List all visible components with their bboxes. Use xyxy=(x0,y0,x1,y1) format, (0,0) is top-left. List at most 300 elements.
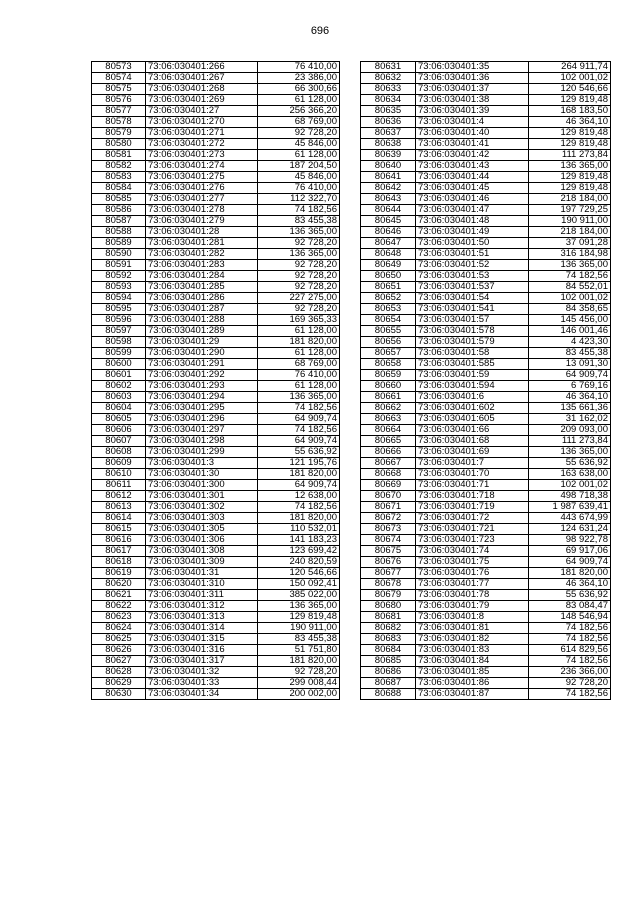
row-number-cell: 80686 xyxy=(361,667,416,678)
row-number-cell: 80658 xyxy=(361,359,416,370)
value-cell: 110 532,01 xyxy=(258,524,340,535)
cadastral-number-cell: 73:06:030401:290 xyxy=(146,348,258,359)
row-number-cell: 80688 xyxy=(361,689,416,700)
cadastral-number-cell: 73:06:030401:268 xyxy=(146,84,258,95)
table-row xyxy=(92,183,340,194)
row-number-cell: 80682 xyxy=(361,623,416,634)
table-row xyxy=(361,205,611,216)
value-cell: 240 820,59 xyxy=(258,557,340,568)
cadastral-number-cell: 73:06:030401:58 xyxy=(416,348,529,359)
table-row xyxy=(361,161,611,172)
value-cell: 145 456,00 xyxy=(529,315,611,326)
table-row xyxy=(361,623,611,634)
row-number-cell: 80653 xyxy=(361,304,416,315)
table-row xyxy=(92,216,340,227)
table-row xyxy=(92,205,340,216)
row-number-cell: 80664 xyxy=(361,425,416,436)
value-cell: 37 091,28 xyxy=(529,238,611,249)
row-number-cell: 80638 xyxy=(361,139,416,150)
row-number-cell: 80631 xyxy=(361,62,416,73)
row-number-cell: 80607 xyxy=(92,436,146,447)
table-row xyxy=(361,73,611,84)
value-cell: 124 631,24 xyxy=(529,524,611,535)
table-row xyxy=(92,150,340,161)
cadastral-number-cell: 73:06:030401:272 xyxy=(146,139,258,150)
cadastral-number-cell: 73:06:030401:33 xyxy=(146,678,258,689)
cadastral-number-cell: 73:06:030401:41 xyxy=(416,139,529,150)
cadastral-number-cell: 73:06:030401:279 xyxy=(146,216,258,227)
table-row xyxy=(361,381,611,392)
row-number-cell: 80592 xyxy=(92,271,146,282)
value-cell: 197 729,25 xyxy=(529,205,611,216)
table-row xyxy=(92,172,340,183)
cadastral-number-cell: 73:06:030401:537 xyxy=(416,282,529,293)
value-cell: 84 552,01 xyxy=(529,282,611,293)
value-cell: 83 455,38 xyxy=(258,634,340,645)
value-cell: 123 699,42 xyxy=(258,546,340,557)
table-row xyxy=(361,293,611,304)
row-number-cell: 80581 xyxy=(92,150,146,161)
cadastral-number-cell: 73:06:030401:79 xyxy=(416,601,529,612)
value-cell: 121 195,76 xyxy=(258,458,340,469)
table-row xyxy=(361,84,611,95)
table-row xyxy=(361,557,611,568)
table-row xyxy=(92,117,340,128)
table-row xyxy=(361,480,611,491)
table-row xyxy=(361,535,611,546)
value-cell: 45 846,00 xyxy=(258,172,340,183)
row-number-cell: 80621 xyxy=(92,590,146,601)
value-cell: 111 273,84 xyxy=(529,150,611,161)
row-number-cell: 80615 xyxy=(92,524,146,535)
table-row xyxy=(361,656,611,667)
value-cell: 129 819,48 xyxy=(529,172,611,183)
table-row xyxy=(361,601,611,612)
table-row xyxy=(92,601,340,612)
cadastral-number-cell: 73:06:030401:298 xyxy=(146,436,258,447)
value-cell: 84 358,65 xyxy=(529,304,611,315)
cadastral-number-cell: 73:06:030401:34 xyxy=(146,689,258,700)
table-row xyxy=(92,524,340,535)
value-cell: 61 128,00 xyxy=(258,326,340,337)
cadastral-number-cell: 73:06:030401:312 xyxy=(146,601,258,612)
cadastral-number-cell: 73:06:030401:84 xyxy=(416,656,529,667)
table-row xyxy=(92,293,340,304)
value-cell: 74 182,56 xyxy=(258,205,340,216)
value-cell: 141 183,23 xyxy=(258,535,340,546)
cadastral-number-cell: 73:06:030401:78 xyxy=(416,590,529,601)
table-row xyxy=(361,95,611,106)
row-number-cell: 80632 xyxy=(361,73,416,84)
row-number-cell: 80582 xyxy=(92,161,146,172)
row-number-cell: 80669 xyxy=(361,480,416,491)
table-row xyxy=(361,392,611,403)
table-row xyxy=(92,689,340,700)
row-number-cell: 80670 xyxy=(361,491,416,502)
cadastral-number-cell: 73:06:030401:295 xyxy=(146,403,258,414)
table-row xyxy=(92,535,340,546)
table-row xyxy=(361,150,611,161)
value-cell: 92 728,20 xyxy=(529,678,611,689)
row-number-cell: 80642 xyxy=(361,183,416,194)
value-cell: 181 820,00 xyxy=(529,568,611,579)
table-row xyxy=(92,392,340,403)
value-cell: 13 091,30 xyxy=(529,359,611,370)
value-cell: 498 718,38 xyxy=(529,491,611,502)
cadastral-number-cell: 73:06:030401:308 xyxy=(146,546,258,557)
table-row xyxy=(361,447,611,458)
table-row xyxy=(92,579,340,590)
value-cell: 68 769,00 xyxy=(258,359,340,370)
value-cell: 74 182,56 xyxy=(529,689,611,700)
row-number-cell: 80614 xyxy=(92,513,146,524)
row-number-cell: 80599 xyxy=(92,348,146,359)
value-cell: 129 819,48 xyxy=(529,183,611,194)
value-cell: 64 909,74 xyxy=(258,436,340,447)
value-cell: 51 751,80 xyxy=(258,645,340,656)
value-cell: 111 273,84 xyxy=(529,436,611,447)
row-number-cell: 80574 xyxy=(92,73,146,84)
value-cell: 76 410,00 xyxy=(258,183,340,194)
table-row xyxy=(92,590,340,601)
cadastral-number-cell: 73:06:030401:40 xyxy=(416,128,529,139)
row-number-cell: 80623 xyxy=(92,612,146,623)
cadastral-number-cell: 73:06:030401:69 xyxy=(416,447,529,458)
row-number-cell: 80655 xyxy=(361,326,416,337)
row-number-cell: 80678 xyxy=(361,579,416,590)
cadastral-table-left xyxy=(91,61,340,700)
table-row xyxy=(92,480,340,491)
cadastral-number-cell: 73:06:030401:36 xyxy=(416,73,529,84)
table-row xyxy=(92,260,340,271)
value-cell: 136 365,00 xyxy=(258,249,340,260)
cadastral-number-cell: 73:06:030401:317 xyxy=(146,656,258,667)
value-cell: 61 128,00 xyxy=(258,95,340,106)
cadastral-number-cell: 73:06:030401:275 xyxy=(146,172,258,183)
value-cell: 299 008,44 xyxy=(258,678,340,689)
cadastral-number-cell: 73:06:030401:68 xyxy=(416,436,529,447)
row-number-cell: 80665 xyxy=(361,436,416,447)
row-number-cell: 80681 xyxy=(361,612,416,623)
value-cell: 69 917,06 xyxy=(529,546,611,557)
table-row xyxy=(361,634,611,645)
page-number: 696 xyxy=(310,25,330,37)
table-row xyxy=(92,557,340,568)
row-number-cell: 80673 xyxy=(361,524,416,535)
value-cell: 150 092,41 xyxy=(258,579,340,590)
cadastral-number-cell: 73:06:030401:296 xyxy=(146,414,258,425)
value-cell: 209 093,00 xyxy=(529,425,611,436)
row-number-cell: 80626 xyxy=(92,645,146,656)
value-cell: 83 455,38 xyxy=(529,348,611,359)
table-row xyxy=(92,568,340,579)
table-row xyxy=(92,469,340,480)
table-row xyxy=(361,590,611,601)
table-row xyxy=(92,95,340,106)
row-number-cell: 80647 xyxy=(361,238,416,249)
value-cell: 92 728,20 xyxy=(258,304,340,315)
cadastral-number-cell: 73:06:030401:315 xyxy=(146,634,258,645)
value-cell: 64 909,74 xyxy=(258,480,340,491)
table-row xyxy=(92,348,340,359)
value-cell: 443 674,99 xyxy=(529,513,611,524)
table-row xyxy=(361,315,611,326)
value-cell: 256 366,20 xyxy=(258,106,340,117)
table-row xyxy=(361,128,611,139)
table-row xyxy=(92,106,340,117)
table-row xyxy=(361,414,611,425)
cadastral-number-cell: 73:06:030401:292 xyxy=(146,370,258,381)
table-row xyxy=(92,326,340,337)
cadastral-number-cell: 73:06:030401:271 xyxy=(146,128,258,139)
table-row xyxy=(92,678,340,689)
row-number-cell: 80662 xyxy=(361,403,416,414)
cadastral-number-cell: 73:06:030401:72 xyxy=(416,513,529,524)
table-row xyxy=(92,304,340,315)
cadastral-number-cell: 73:06:030401:49 xyxy=(416,227,529,238)
cadastral-number-cell: 73:06:030401:86 xyxy=(416,678,529,689)
table-row xyxy=(92,634,340,645)
value-cell: 92 728,20 xyxy=(258,282,340,293)
row-number-cell: 80629 xyxy=(92,678,146,689)
value-cell: 169 365,33 xyxy=(258,315,340,326)
value-cell: 102 001,02 xyxy=(529,480,611,491)
row-number-cell: 80612 xyxy=(92,491,146,502)
row-number-cell: 80641 xyxy=(361,172,416,183)
cadastral-number-cell: 73:06:030401:77 xyxy=(416,579,529,590)
table-row xyxy=(92,370,340,381)
cadastral-number-cell: 73:06:030401:300 xyxy=(146,480,258,491)
row-number-cell: 80625 xyxy=(92,634,146,645)
table-row xyxy=(361,502,611,513)
row-number-cell: 80617 xyxy=(92,546,146,557)
value-cell: 74 182,56 xyxy=(529,634,611,645)
cadastral-number-cell: 73:06:030401:29 xyxy=(146,337,258,348)
row-number-cell: 80611 xyxy=(92,480,146,491)
cadastral-number-cell: 73:06:030401:75 xyxy=(416,557,529,568)
table-row xyxy=(361,282,611,293)
value-cell: 92 728,20 xyxy=(258,128,340,139)
row-number-cell: 80666 xyxy=(361,447,416,458)
cadastral-number-cell: 73:06:030401:42 xyxy=(416,150,529,161)
value-cell: 61 128,00 xyxy=(258,381,340,392)
table-row xyxy=(361,513,611,524)
cadastral-number-cell: 73:06:030401:306 xyxy=(146,535,258,546)
value-cell: 135 661,36 xyxy=(529,403,611,414)
row-number-cell: 80646 xyxy=(361,227,416,238)
table-row xyxy=(361,689,611,700)
cadastral-number-cell: 73:06:030401:294 xyxy=(146,392,258,403)
value-cell: 148 546,94 xyxy=(529,612,611,623)
row-number-cell: 80578 xyxy=(92,117,146,128)
row-number-cell: 80616 xyxy=(92,535,146,546)
table-row xyxy=(361,348,611,359)
table-row xyxy=(92,447,340,458)
table-row xyxy=(361,524,611,535)
value-cell: 61 128,00 xyxy=(258,348,340,359)
value-cell: 45 846,00 xyxy=(258,139,340,150)
table-row xyxy=(92,656,340,667)
value-cell: 1 987 639,41 xyxy=(529,502,611,513)
value-cell: 46 364,10 xyxy=(529,579,611,590)
value-cell: 120 546,66 xyxy=(258,568,340,579)
row-number-cell: 80687 xyxy=(361,678,416,689)
value-cell: 55 636,92 xyxy=(529,458,611,469)
cadastral-number-cell: 73:06:030401:293 xyxy=(146,381,258,392)
value-cell: 76 410,00 xyxy=(258,370,340,381)
table-row xyxy=(361,337,611,348)
value-cell: 136 365,00 xyxy=(258,601,340,612)
cadastral-number-cell: 73:06:030401:48 xyxy=(416,216,529,227)
row-number-cell: 80579 xyxy=(92,128,146,139)
row-number-cell: 80597 xyxy=(92,326,146,337)
value-cell: 146 001,46 xyxy=(529,326,611,337)
cadastral-number-cell: 73:06:030401:27 xyxy=(146,106,258,117)
value-cell: 168 183,50 xyxy=(529,106,611,117)
cadastral-table-right xyxy=(360,61,611,700)
table-row xyxy=(92,491,340,502)
value-cell: 218 184,00 xyxy=(529,227,611,238)
value-cell: 61 128,00 xyxy=(258,150,340,161)
value-cell: 55 636,92 xyxy=(529,590,611,601)
table-row xyxy=(92,513,340,524)
row-number-cell: 80683 xyxy=(361,634,416,645)
table-row xyxy=(92,337,340,348)
cadastral-number-cell: 73:06:030401:305 xyxy=(146,524,258,535)
cadastral-number-cell: 73:06:030401:723 xyxy=(416,535,529,546)
row-number-cell: 80594 xyxy=(92,293,146,304)
cadastral-number-cell: 73:06:030401:8 xyxy=(416,612,529,623)
value-cell: 46 364,10 xyxy=(529,117,611,128)
value-cell: 190 911,00 xyxy=(258,623,340,634)
cadastral-number-cell: 73:06:030401:47 xyxy=(416,205,529,216)
cadastral-number-cell: 73:06:030401:57 xyxy=(416,315,529,326)
cadastral-number-cell: 73:06:030401:81 xyxy=(416,623,529,634)
value-cell: 163 638,00 xyxy=(529,469,611,480)
cadastral-number-cell: 73:06:030401:4 xyxy=(416,117,529,128)
row-number-cell: 80659 xyxy=(361,370,416,381)
table-row xyxy=(92,161,340,172)
row-number-cell: 80622 xyxy=(92,601,146,612)
row-number-cell: 80627 xyxy=(92,656,146,667)
cadastral-number-cell: 73:06:030401:31 xyxy=(146,568,258,579)
row-number-cell: 80637 xyxy=(361,128,416,139)
value-cell: 136 365,00 xyxy=(258,227,340,238)
cadastral-number-cell: 73:06:030401:45 xyxy=(416,183,529,194)
cadastral-number-cell: 73:06:030401:314 xyxy=(146,623,258,634)
table-row xyxy=(92,546,340,557)
row-number-cell: 80656 xyxy=(361,337,416,348)
table-row xyxy=(361,227,611,238)
table-row xyxy=(361,458,611,469)
value-cell: 6 769,16 xyxy=(529,381,611,392)
table-row xyxy=(92,403,340,414)
row-number-cell: 80583 xyxy=(92,172,146,183)
row-number-cell: 80630 xyxy=(92,689,146,700)
row-number-cell: 80600 xyxy=(92,359,146,370)
table-row xyxy=(361,249,611,260)
table-row xyxy=(92,315,340,326)
row-number-cell: 80590 xyxy=(92,249,146,260)
cadastral-number-cell: 73:06:030401:284 xyxy=(146,271,258,282)
value-cell: 64 909,74 xyxy=(529,370,611,381)
cadastral-number-cell: 73:06:030401:309 xyxy=(146,557,258,568)
table-row xyxy=(361,117,611,128)
cadastral-number-cell: 73:06:030401:83 xyxy=(416,645,529,656)
table-row xyxy=(361,183,611,194)
row-number-cell: 80679 xyxy=(361,590,416,601)
cadastral-number-cell: 73:06:030401:3 xyxy=(146,458,258,469)
table-row xyxy=(361,62,611,73)
table-row xyxy=(361,260,611,271)
cadastral-number-cell: 73:06:030401:59 xyxy=(416,370,529,381)
row-number-cell: 80604 xyxy=(92,403,146,414)
row-number-cell: 80639 xyxy=(361,150,416,161)
table-row xyxy=(361,194,611,205)
table-row xyxy=(361,491,611,502)
cadastral-number-cell: 73:06:030401:291 xyxy=(146,359,258,370)
cadastral-number-cell: 73:06:030401:297 xyxy=(146,425,258,436)
table-row xyxy=(92,238,340,249)
table-row xyxy=(361,216,611,227)
cadastral-number-cell: 73:06:030401:269 xyxy=(146,95,258,106)
cadastral-number-cell: 73:06:030401:35 xyxy=(416,62,529,73)
cadastral-number-cell: 73:06:030401:274 xyxy=(146,161,258,172)
cadastral-number-cell: 73:06:030401:71 xyxy=(416,480,529,491)
row-number-cell: 80668 xyxy=(361,469,416,480)
row-number-cell: 80589 xyxy=(92,238,146,249)
table-row xyxy=(361,271,611,282)
cadastral-number-cell: 73:06:030401:282 xyxy=(146,249,258,260)
row-number-cell: 80643 xyxy=(361,194,416,205)
table-row xyxy=(92,249,340,260)
cadastral-number-cell: 73:06:030401:311 xyxy=(146,590,258,601)
table-row xyxy=(361,469,611,480)
table-row xyxy=(92,73,340,84)
table-row xyxy=(92,414,340,425)
row-number-cell: 80609 xyxy=(92,458,146,469)
row-number-cell: 80648 xyxy=(361,249,416,260)
row-number-cell: 80591 xyxy=(92,260,146,271)
row-number-cell: 80657 xyxy=(361,348,416,359)
value-cell: 218 184,00 xyxy=(529,194,611,205)
row-number-cell: 80633 xyxy=(361,84,416,95)
cadastral-number-cell: 73:06:030401:74 xyxy=(416,546,529,557)
row-number-cell: 80674 xyxy=(361,535,416,546)
cadastral-number-cell: 73:06:030401:266 xyxy=(146,62,258,73)
value-cell: 64 909,74 xyxy=(529,557,611,568)
cadastral-number-cell: 73:06:030401:288 xyxy=(146,315,258,326)
row-number-cell: 80677 xyxy=(361,568,416,579)
cadastral-number-cell: 73:06:030401:276 xyxy=(146,183,258,194)
table-row xyxy=(361,106,611,117)
cadastral-number-cell: 73:06:030401:44 xyxy=(416,172,529,183)
value-cell: 385 022,00 xyxy=(258,590,340,601)
table-row xyxy=(361,403,611,414)
row-number-cell: 80596 xyxy=(92,315,146,326)
row-number-cell: 80593 xyxy=(92,282,146,293)
cadastral-number-cell: 73:06:030401:53 xyxy=(416,271,529,282)
row-number-cell: 80605 xyxy=(92,414,146,425)
cadastral-number-cell: 73:06:030401:316 xyxy=(146,645,258,656)
value-cell: 102 001,02 xyxy=(529,73,611,84)
table-row xyxy=(92,194,340,205)
value-cell: 181 820,00 xyxy=(258,513,340,524)
row-number-cell: 80651 xyxy=(361,282,416,293)
cadastral-number-cell: 73:06:030401:602 xyxy=(416,403,529,414)
row-number-cell: 80618 xyxy=(92,557,146,568)
table-row xyxy=(361,579,611,590)
